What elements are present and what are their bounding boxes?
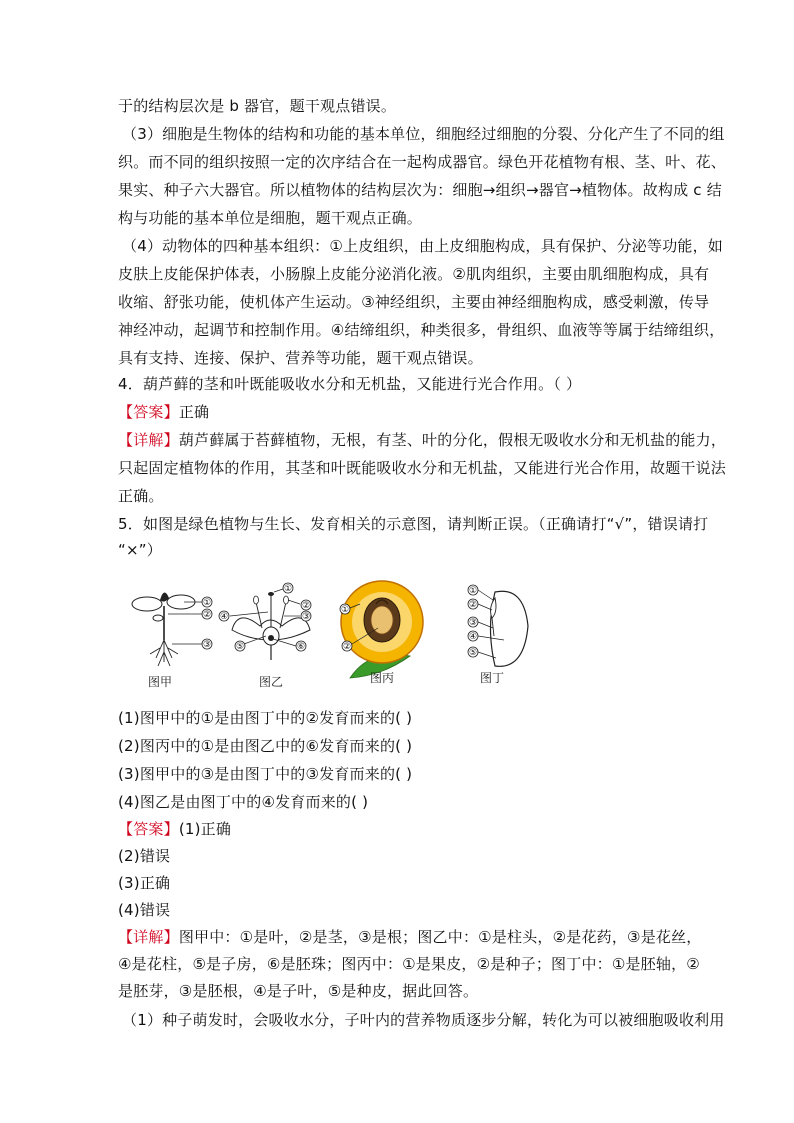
answer-tag: 【答案】	[118, 403, 179, 421]
q4-detail	[118, 430, 727, 450]
text-line: （1）种子萌发时，会吸收水分，子叶内的营养物质逐步分解，转化为可以被细胞吸收利用	[122, 1011, 725, 1029]
question-5-stem: “×”）	[118, 541, 162, 559]
text-line: 构与功能的基本单位是细胞，题干观点正确。	[118, 209, 423, 227]
answer-line: (3)正确	[118, 874, 171, 892]
text-line: 只起固定植物体的作用，其茎和叶既能吸收水分和无机盐，又能进行光合作用，故题干说法	[118, 459, 727, 477]
detail-tag: 【详解】	[118, 431, 179, 449]
caption-yi: 图乙	[258, 675, 284, 689]
text-line: 织。而不同的组织按照一定的次序结合在一起构成器官。绿色开花植物有根、茎、叶、花、	[118, 153, 727, 171]
marker: ②	[468, 600, 478, 610]
subquestion: (2)图丙中的①是由图乙中的⑥发育而来的( )	[118, 737, 413, 755]
flower-diagram	[219, 583, 311, 660]
marker: ①	[468, 586, 478, 596]
seedling-diagram	[132, 592, 212, 666]
marker: ①	[202, 598, 212, 608]
marker: ③	[301, 612, 311, 622]
answer-line: (4)错误	[118, 901, 171, 919]
marker: ③	[468, 618, 478, 628]
marker: ④	[468, 632, 478, 642]
marker: ⑥	[296, 642, 306, 652]
marker: ⑤	[235, 642, 245, 652]
plant-growth-figure	[120, 578, 540, 690]
marker: ③	[202, 640, 212, 650]
subquestion: (4)图乙是由图丁中的④发育而来的( )	[118, 793, 369, 811]
text-line: ④是花柱，⑤是子房，⑥是胚珠；图丙中：①是果皮，②是种子；图丁中：①是胚轴，②	[118, 955, 700, 973]
q4-answer	[118, 402, 678, 422]
peach-diagram	[340, 581, 423, 678]
marker: ②	[301, 601, 311, 611]
marker: ②	[342, 642, 352, 652]
caption-ding: 图丁	[479, 671, 505, 685]
caption-bing: 图丙	[369, 671, 395, 685]
subquestion: (3)图甲中的③是由图丁中的③发育而来的( )	[118, 765, 413, 783]
marker: ②	[202, 610, 212, 620]
answer-text: 正确	[178, 403, 210, 421]
q5-answer	[118, 819, 678, 839]
answer-text: (1)正确	[178, 820, 232, 838]
answer-line: (2)错误	[118, 847, 171, 865]
text-line: 具有支持、连接、保护、营养等功能，题干观点错误。	[118, 349, 483, 367]
marker: ①	[283, 584, 293, 594]
text-line: 果实、种子六大器官。所以植物体的结构层次为：细胞→组织→器官→植物体。故构成 c 结	[118, 181, 722, 199]
caption-jia: 图甲	[147, 675, 173, 689]
question-4-stem: 4．葫芦藓的茎和叶既能吸收水分和无机盐，又能进行光合作用。（ ）	[118, 375, 582, 393]
text-line: 是胚芽，③是胚根，④是子叶，⑤是种皮，据此回答。	[118, 982, 479, 1000]
text-line: 于的结构层次是 b 器官，题干观点错误。	[118, 97, 397, 115]
detail-text: 图甲中：①是叶，②是茎，③是根；图乙中：①是柱头，②是花药，③是花丝，	[178, 928, 702, 946]
text-line: （3）细胞是生物体的结构和功能的基本单位，细胞经过细胞的分裂、分化产生了不同的组	[122, 125, 725, 143]
detail-text: 葫芦藓属于苔藓植物，无根，有茎、叶的分化，假根无吸收水分和无机盐的能力，	[178, 431, 727, 449]
text-line: 收缩、舒张功能，使机体产生运动。③神经组织，主要由神经细胞构成，感受刺激，传导	[118, 293, 710, 311]
subquestion: (1)图甲中的①是由图丁中的②发育而来的( )	[118, 709, 413, 727]
text-line: 神经冲动，起调节和控制作用。④结缔组织，种类很多，骨组织、血液等等属于结缔组织，	[118, 321, 725, 339]
seed-diagram	[468, 585, 528, 666]
q5-detail	[118, 927, 702, 947]
marker: ①	[340, 605, 350, 615]
question-5-stem: 5．如图是绿色植物与生长、发育相关的示意图，请判断正误。（正确请打“√”，错误请打	[118, 515, 709, 533]
text-line: （4）动物体的四种基本组织：①上皮组织，由上皮细胞构成，具有保护、分泌等功能，如	[122, 237, 723, 255]
detail-tag: 【详解】	[118, 928, 179, 946]
answer-tag: 【答案】	[118, 820, 179, 838]
text-line: 正确。	[118, 487, 164, 505]
marker: ④	[219, 612, 229, 622]
text-line: 皮肤上皮能保护体表，小肠腺上皮能分泌消化液。②肌肉组织，主要由肌细胞构成，具有	[118, 265, 710, 283]
marker: ⑤	[468, 648, 478, 658]
